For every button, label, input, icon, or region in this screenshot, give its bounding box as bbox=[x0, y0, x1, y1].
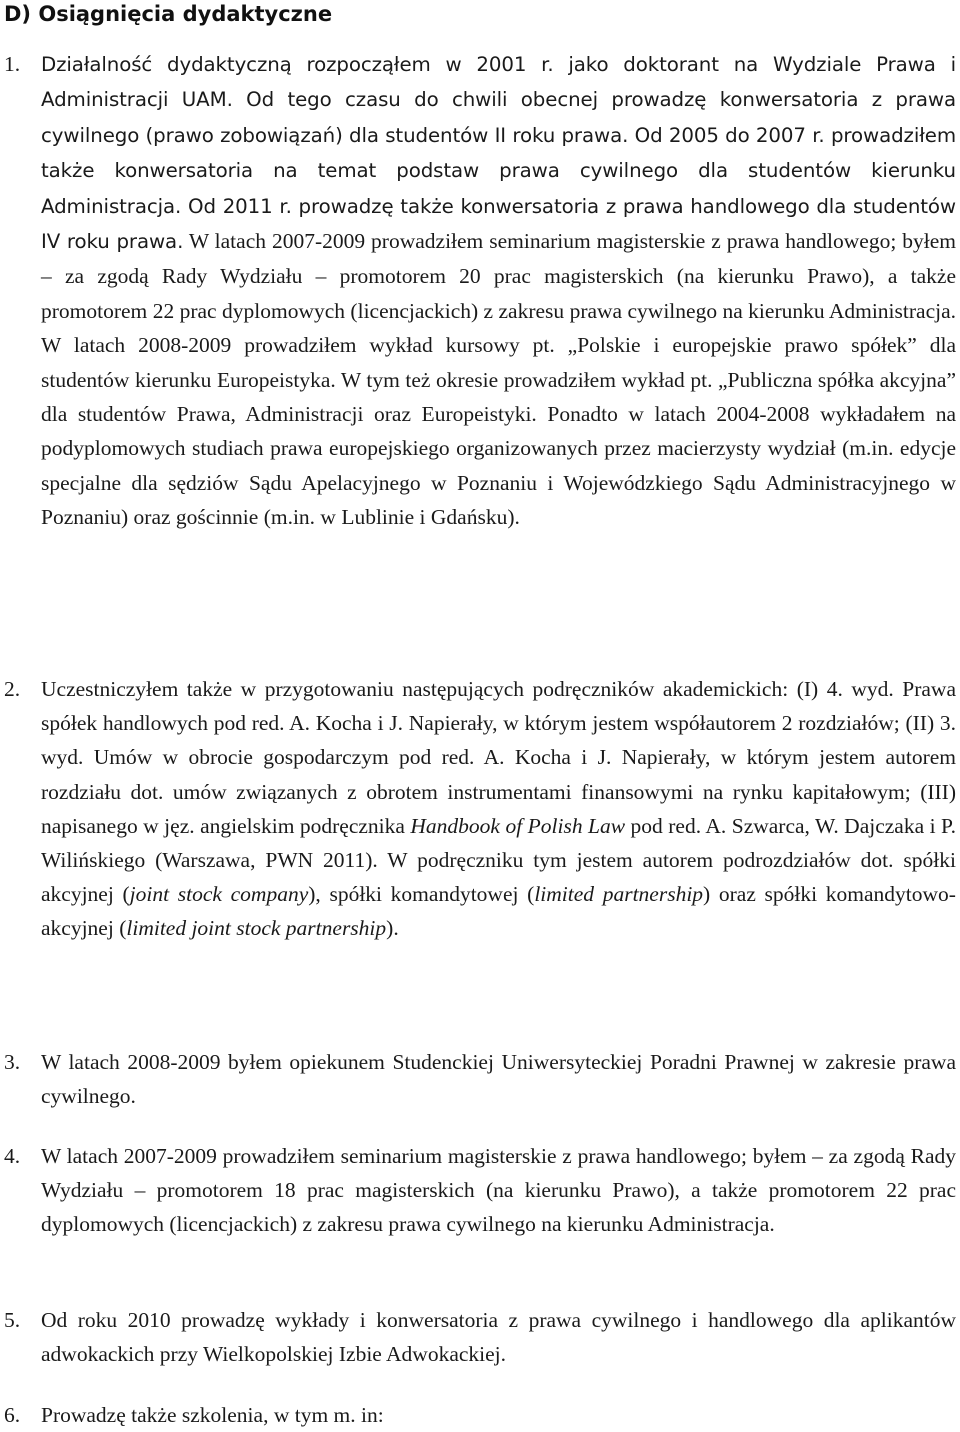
item-number: 4. bbox=[4, 1144, 21, 1168]
item-number: 2. bbox=[4, 677, 21, 701]
item-text: Prowadzę także szkolenia, w tym m. in: bbox=[41, 1403, 384, 1427]
item-text: W latach 2008-2009 byłem opiekunem Studenckiej Uniwersyteckiej Poradni Prawnej w zakresie prawa cywilnego. bbox=[41, 1050, 956, 1109]
list-item-4 bbox=[4, 1139, 956, 1242]
item-number: 5. bbox=[4, 1308, 21, 1332]
english-term: limited joint stock partnership bbox=[126, 916, 387, 941]
english-term: limited partnership bbox=[534, 882, 704, 907]
text-part: ). bbox=[386, 916, 399, 941]
text-segment: Działalność dydaktyczną rozpocząłem w 2001 r. jako doktorant na Wydziale Prawa i Administracji UAM. Od tego czasu do chwili obecnej prowadzę konwersatoria z prawa cywilnego (prawo zobowiązań) dla studentów II roku prawa. Od 2005 do 2007 r. prowadziłem także konwersatoria na temat podstaw prawa cywilnego dla studentów kierunku Administracja. Od 2011 r. prowadzę także konwersatoria z prawa handlowego dla studentów IV roku prawa. bbox=[41, 53, 956, 254]
list-item-6 bbox=[4, 1398, 956, 1432]
list-item-2 bbox=[4, 672, 956, 946]
text-segment: W latach 2007-2009 prowadziłem seminarium magisterskie z prawa handlowego; byłem – za zgodą Rady Wydziału – promotorem 20 prac magisterskich (na kierunku Prawo), a także promotorem 22 prac dyplomowych (licencjackich) z zakresu prawa cywilnego na kierunku Administracja. W latach 2008-2009 prowadziłem wykład kursowy pt. „Polskie i europejskie prawo spółek” dla studentów kierunku Europeistyka. W tym też okresie prowadziłem wykład pt. „Publiczna spółka akcyjna” dla studentów Prawa, Administracji oraz Europeistyki. bbox=[41, 229, 956, 427]
text-part: pod red. A. Szwarca, W. Dajczaka i P. Wilińskiego (Warszawa, PWN 2011). W podręczniku tym jestem autorem podrozdziałów dot. spółki akcyjnej ( bbox=[41, 813, 956, 907]
item-number: 3. bbox=[4, 1050, 21, 1074]
english-term: joint stock company bbox=[129, 882, 309, 907]
list-item-3 bbox=[4, 1045, 956, 1113]
book-title: Handbook of Polish Law bbox=[410, 813, 626, 838]
text-segment: Ponadto w latach 2004-2008 wykładałem na podyplomowych studiach prawa europejskiego organizowanych przez macierzysty wydział (m.in. edycje specjalne dla sędziów Sądu Apelacyjnego w Poznaniu i Wojewódzkiego Sądu Administracyjnego w Poznaniu) oraz gościnnie (m.in. w Lublinie i Gdańsku). bbox=[41, 402, 956, 530]
text-part: Uczestniczyłem także w przygotowaniu następujących podręczników akademickich: (I) 4. wyd. Prawa spółek handlowych pod red. A. Kocha i J. Napierały, w którym jestem współautorem 2 rozdziałów; (II) 3. wyd. Umów w obrocie gospodarczym pod red. A. Kocha i J. Napierały, w którym jestem autorem rozdziału dot. umów związanych z obrotem instrumentami finansowymi na rynku kapitałowym; (III) napisanego w jęz. angielskim podręcznika bbox=[41, 677, 956, 838]
item-number: 6. bbox=[4, 1403, 21, 1427]
item-number: 1. bbox=[4, 52, 21, 76]
item-text: Od roku 2010 prowadzę wykłady i konwersatoria z prawa cywilnego i handlowego dla aplikantów adwokackich przy Wielkopolskiej Izbie Adwokackiej. bbox=[41, 1308, 956, 1367]
text-part: ), spółki komandytowej ( bbox=[308, 882, 535, 907]
item-text bbox=[41, 47, 956, 535]
text-part: ) oraz spółki komandytowo-akcyjnej ( bbox=[41, 882, 956, 941]
list-item-5 bbox=[4, 1303, 956, 1371]
item-text: W latach 2007-2009 prowadziłem seminarium magisterskie z prawa handlowego; byłem – za zgodą Rady Wydziału – promotorem 18 prac magisterskich (na kierunku Prawo), a także promotorem 22 prac dyplomowych (licencjackich) z zakresu prawa cywilnego na kierunku Administracja. bbox=[41, 1144, 956, 1237]
item-text bbox=[41, 672, 956, 946]
section-heading: D) Osiągnięcia dydaktyczne bbox=[4, 2, 333, 26]
list-item-1 bbox=[4, 47, 956, 535]
